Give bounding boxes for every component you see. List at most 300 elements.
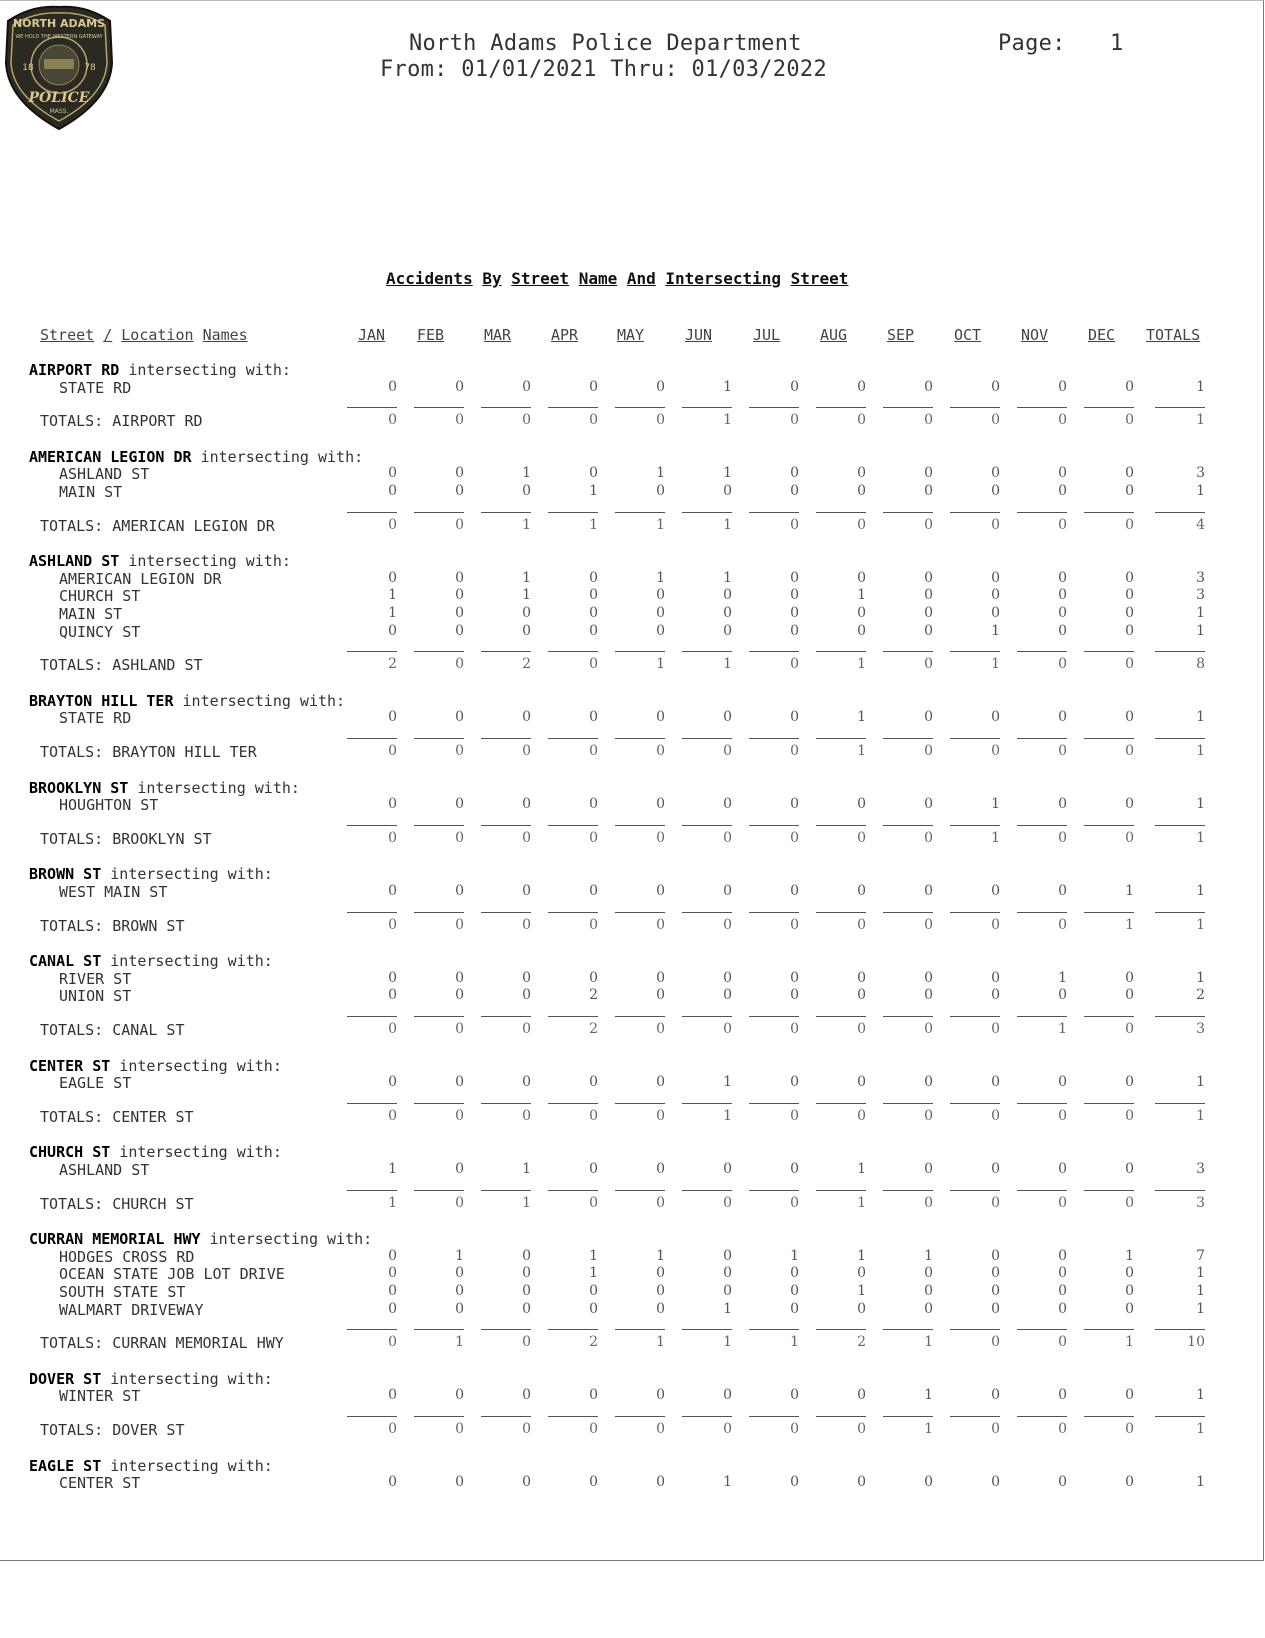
total-rule — [548, 407, 598, 408]
total-rule — [1084, 912, 1134, 913]
total-rule — [950, 512, 1000, 513]
column-header-sep: SEP — [887, 326, 915, 344]
total-rule — [414, 738, 464, 739]
total-rule — [1155, 1016, 1205, 1017]
cell-dec: 0 — [1125, 1300, 1134, 1317]
street-header-word: / — [103, 326, 113, 344]
total-rule — [548, 512, 598, 513]
page-number: 1 — [1110, 31, 1124, 56]
cell-jan: 0 — [388, 1074, 397, 1091]
total-jan: 0 — [388, 829, 397, 846]
cell-may: 0 — [656, 796, 665, 813]
cell-jul: 0 — [790, 1283, 799, 1299]
total-jun: 1 — [723, 1334, 732, 1351]
cell-dec: 0 — [1125, 622, 1134, 639]
total-jan: 0 — [388, 916, 397, 933]
street-name: EAGLE ST — [29, 1456, 102, 1475]
total-rule — [682, 912, 732, 913]
cell-may: 0 — [656, 1474, 665, 1491]
cell-mar: 0 — [522, 969, 531, 986]
total-dec: 0 — [1125, 1107, 1134, 1124]
total-nov: 0 — [1058, 1421, 1067, 1437]
total-rule — [816, 1016, 866, 1017]
cell-jan: 0 — [388, 569, 397, 586]
total-rule — [615, 825, 665, 826]
total-rule — [816, 1416, 866, 1417]
cell-feb: 0 — [455, 709, 464, 726]
total-rule — [1017, 1329, 1067, 1330]
column-header-street — [40, 326, 248, 344]
total-rule — [816, 738, 866, 739]
total-dec: 0 — [1125, 656, 1134, 673]
cell-jul: 0 — [790, 1161, 799, 1177]
total-dec: 0 — [1125, 1421, 1134, 1437]
cell-sep: 0 — [924, 465, 933, 482]
cell-dec: 0 — [1125, 796, 1134, 813]
cell-jul: 0 — [790, 587, 799, 604]
total-rule — [347, 1103, 397, 1104]
cell-apr: 0 — [589, 1074, 598, 1091]
cell-apr: 0 — [589, 622, 598, 639]
total-rule — [749, 825, 799, 826]
total-nov: 0 — [1058, 1107, 1067, 1124]
total-rule — [883, 651, 933, 652]
total-rule — [749, 512, 799, 513]
street-name: BROOKLYN ST — [29, 778, 129, 797]
total-totals: 1 — [1196, 829, 1205, 846]
total-jun: 0 — [723, 1194, 732, 1211]
cell-sep: 1 — [924, 1247, 933, 1264]
cell-sep: 0 — [924, 796, 933, 813]
cell-feb: 0 — [455, 1387, 464, 1404]
total-nov: 1 — [1058, 1021, 1067, 1037]
total-rule — [883, 1416, 933, 1417]
cell-jun: 0 — [723, 483, 732, 499]
cell-totals: 3 — [1196, 1161, 1205, 1177]
cell-sep: 0 — [924, 1074, 933, 1091]
intersection-name: WALMART DRIVEWAY — [59, 1300, 204, 1319]
cell-jun: 0 — [723, 1265, 732, 1282]
cell-dec: 0 — [1125, 987, 1134, 1004]
intersection-name: HODGES CROSS RD — [59, 1247, 195, 1266]
cell-may: 0 — [656, 1300, 665, 1317]
cell-dec: 0 — [1125, 1283, 1134, 1299]
total-jan: 2 — [388, 656, 397, 673]
intersection-name: QUINCY ST — [59, 622, 141, 641]
cell-nov: 0 — [1058, 1265, 1067, 1282]
cell-mar: 0 — [522, 709, 531, 726]
total-rule — [414, 1329, 464, 1330]
cell-apr: 2 — [589, 987, 598, 1004]
total-mar: 2 — [522, 656, 531, 673]
total-aug: 2 — [857, 1334, 866, 1351]
cell-jun: 0 — [723, 796, 732, 813]
total-rule — [414, 1103, 464, 1104]
totals-label: TOTALS: BROOKLYN ST — [40, 829, 212, 848]
cell-aug: 0 — [857, 1387, 866, 1404]
total-rule — [548, 1416, 598, 1417]
total-sep: 0 — [924, 1021, 933, 1037]
total-feb: 0 — [455, 916, 464, 933]
total-rule — [481, 912, 531, 913]
total-feb: 0 — [455, 829, 464, 846]
column-header-jan: JAN — [358, 326, 386, 344]
cell-jul: 0 — [790, 1474, 799, 1491]
total-jul: 0 — [790, 412, 799, 429]
total-rule — [347, 1016, 397, 1017]
total-rule — [481, 825, 531, 826]
cell-apr: 1 — [589, 1265, 598, 1282]
cell-dec: 0 — [1125, 465, 1134, 482]
total-rule — [816, 1103, 866, 1104]
total-rule — [883, 1190, 933, 1191]
cell-mar: 0 — [522, 1387, 531, 1404]
cell-may: 0 — [656, 987, 665, 1004]
total-sep: 0 — [924, 916, 933, 933]
total-may: 0 — [656, 412, 665, 429]
total-rule — [950, 1103, 1000, 1104]
cell-sep: 0 — [924, 1161, 933, 1177]
column-header-oct: OCT — [954, 326, 982, 344]
total-rule — [1084, 1416, 1134, 1417]
total-rule — [481, 512, 531, 513]
total-rule — [548, 1103, 598, 1104]
cell-nov: 1 — [1058, 969, 1067, 986]
street-group-header: DOVER ST intersecting with: — [29, 1369, 273, 1388]
column-header-jul: JUL — [753, 326, 781, 344]
total-rule — [481, 1103, 531, 1104]
cell-jul: 0 — [790, 1300, 799, 1317]
cell-jun: 0 — [723, 1283, 732, 1299]
total-apr: 1 — [589, 516, 598, 533]
cell-aug: 0 — [857, 378, 866, 395]
total-rule — [816, 1329, 866, 1330]
street-group-header: BROWN ST intersecting with: — [29, 865, 273, 884]
street-name: CANAL ST — [29, 952, 102, 971]
logo-text-mass: MASS. — [49, 108, 69, 115]
intersection-name: ASHLAND ST — [59, 465, 150, 484]
total-rule — [950, 651, 1000, 652]
cell-mar: 0 — [522, 605, 531, 621]
cell-oct: 1 — [991, 622, 1000, 639]
cell-oct: 0 — [991, 969, 1000, 986]
total-may: 1 — [656, 656, 665, 673]
cell-aug: 0 — [857, 605, 866, 621]
total-totals: 1 — [1196, 916, 1205, 933]
total-rule — [347, 1329, 397, 1330]
cell-mar: 1 — [522, 587, 531, 604]
total-rule — [883, 1016, 933, 1017]
cell-mar: 0 — [522, 1265, 531, 1282]
total-may: 0 — [656, 916, 665, 933]
cell-oct: 0 — [991, 709, 1000, 726]
total-rule — [682, 1416, 732, 1417]
street-name: BROWN ST — [29, 865, 102, 884]
total-jul: 0 — [790, 1421, 799, 1437]
total-dec: 0 — [1125, 1021, 1134, 1037]
cell-oct: 0 — [991, 1074, 1000, 1091]
cell-jan: 0 — [388, 1283, 397, 1299]
total-rule — [548, 1016, 598, 1017]
total-rule — [950, 1416, 1000, 1417]
total-mar: 0 — [522, 1107, 531, 1124]
report-title-word: Street — [511, 269, 570, 288]
report-title-word: Name — [578, 269, 618, 288]
cell-oct: 1 — [991, 796, 1000, 813]
total-rule — [481, 651, 531, 652]
cell-jan: 0 — [388, 1300, 397, 1317]
total-totals: 1 — [1196, 1421, 1205, 1437]
total-mar: 0 — [522, 829, 531, 846]
cell-aug: 1 — [857, 709, 866, 726]
cell-nov: 0 — [1058, 605, 1067, 621]
total-rule — [950, 1016, 1000, 1017]
cell-jan: 0 — [388, 465, 397, 482]
cell-sep: 0 — [924, 569, 933, 586]
total-oct: 1 — [991, 829, 1000, 846]
total-feb: 0 — [455, 1194, 464, 1211]
cell-may: 0 — [656, 1283, 665, 1299]
cell-jan: 1 — [388, 1161, 397, 1177]
total-may: 0 — [656, 1107, 665, 1124]
total-jan: 1 — [388, 1194, 397, 1211]
total-rule — [481, 1329, 531, 1330]
street-group-header: BRAYTON HILL TER intersecting with: — [29, 691, 346, 710]
cell-apr: 0 — [589, 1283, 598, 1299]
cell-nov: 0 — [1058, 587, 1067, 604]
total-nov: 0 — [1058, 1334, 1067, 1351]
street-group-header: CHURCH ST intersecting with: — [29, 1143, 282, 1162]
total-rule — [682, 738, 732, 739]
cell-apr: 0 — [589, 1474, 598, 1491]
total-rule — [883, 1329, 933, 1330]
cell-mar: 0 — [522, 883, 531, 899]
total-rule — [816, 651, 866, 652]
total-rule — [1155, 1329, 1205, 1330]
cell-totals: 1 — [1196, 883, 1205, 899]
cell-dec: 0 — [1125, 378, 1134, 395]
total-aug: 0 — [857, 516, 866, 533]
total-rule — [1017, 512, 1067, 513]
total-feb: 0 — [455, 1021, 464, 1037]
cell-feb: 0 — [455, 969, 464, 986]
report-title-word: Street — [790, 269, 849, 288]
cell-sep: 0 — [924, 1474, 933, 1491]
total-may: 0 — [656, 1421, 665, 1437]
cell-nov: 0 — [1058, 883, 1067, 899]
cell-jun: 1 — [723, 465, 732, 482]
cell-jul: 0 — [790, 465, 799, 482]
cell-may: 0 — [656, 483, 665, 499]
report-title-word: And — [626, 269, 656, 288]
cell-oct: 0 — [991, 1247, 1000, 1264]
cell-mar: 0 — [522, 622, 531, 639]
cell-apr: 0 — [589, 1387, 598, 1404]
cell-totals: 1 — [1196, 1074, 1205, 1091]
cell-mar: 0 — [522, 378, 531, 395]
cell-may: 1 — [656, 465, 665, 482]
street-name: BRAYTON HILL TER — [29, 691, 174, 710]
cell-jun: 1 — [723, 569, 732, 586]
cell-oct: 0 — [991, 1474, 1000, 1491]
total-rule — [1155, 1190, 1205, 1191]
cell-aug: 0 — [857, 569, 866, 586]
total-rule — [1155, 407, 1205, 408]
total-rule — [816, 407, 866, 408]
logo-text-18: 18 — [22, 63, 34, 73]
total-jul: 0 — [790, 516, 799, 533]
cell-jul: 0 — [790, 378, 799, 395]
total-dec: 1 — [1125, 1334, 1134, 1351]
cell-mar: 1 — [522, 1161, 531, 1177]
total-may: 0 — [656, 829, 665, 846]
page-label: Page: — [998, 31, 1066, 56]
cell-oct: 0 — [991, 605, 1000, 621]
cell-totals: 3 — [1196, 587, 1205, 604]
totals-label: TOTALS: CENTER ST — [40, 1107, 194, 1126]
total-rule — [1017, 1190, 1067, 1191]
total-rule — [414, 1016, 464, 1017]
cell-totals: 7 — [1196, 1247, 1205, 1264]
cell-jul: 0 — [790, 796, 799, 813]
total-totals: 8 — [1196, 656, 1205, 673]
intersection-name: MAIN ST — [59, 483, 123, 501]
cell-jul: 0 — [790, 883, 799, 899]
cell-totals: 1 — [1196, 622, 1205, 639]
cell-dec: 1 — [1125, 883, 1134, 899]
total-apr: 0 — [589, 412, 598, 429]
cell-jan: 0 — [388, 796, 397, 813]
total-nov: 0 — [1058, 412, 1067, 429]
cell-jul: 0 — [790, 569, 799, 586]
total-rule — [682, 1103, 732, 1104]
total-rule — [414, 1190, 464, 1191]
cell-dec: 0 — [1125, 1074, 1134, 1091]
cell-may: 0 — [656, 622, 665, 639]
cell-may: 0 — [656, 1074, 665, 1091]
total-nov: 0 — [1058, 916, 1067, 933]
column-header-dec: DEC — [1088, 326, 1116, 344]
column-header-aug: AUG — [820, 326, 848, 344]
total-rule — [347, 738, 397, 739]
cell-jun: 0 — [723, 1387, 732, 1404]
cell-oct: 0 — [991, 465, 1000, 482]
cell-nov: 0 — [1058, 1283, 1067, 1299]
total-apr: 0 — [589, 656, 598, 673]
cell-apr: 0 — [589, 796, 598, 813]
totals-label: TOTALS: CANAL ST — [40, 1021, 185, 1039]
total-jun: 0 — [723, 916, 732, 933]
street-group-header: AIRPORT RD intersecting with: — [29, 361, 291, 379]
column-header-may: MAY — [617, 326, 645, 344]
cell-jun: 0 — [723, 1161, 732, 1177]
cell-jul: 0 — [790, 987, 799, 1004]
total-jun: 1 — [723, 412, 732, 429]
cell-aug: 1 — [857, 1161, 866, 1177]
cell-jan: 0 — [388, 1247, 397, 1264]
cell-feb: 1 — [455, 1247, 464, 1264]
cell-nov: 0 — [1058, 1161, 1067, 1177]
total-dec: 0 — [1125, 412, 1134, 429]
cell-aug: 0 — [857, 796, 866, 813]
cell-mar: 0 — [522, 1283, 531, 1299]
total-rule — [682, 512, 732, 513]
total-rule — [883, 512, 933, 513]
cell-jan: 0 — [388, 709, 397, 726]
cell-apr: 0 — [589, 587, 598, 604]
total-rule — [1084, 1103, 1134, 1104]
total-rule — [548, 1190, 598, 1191]
total-rule — [1155, 651, 1205, 652]
cell-mar: 0 — [522, 796, 531, 813]
total-mar: 0 — [522, 412, 531, 429]
total-rule — [682, 651, 732, 652]
total-rule — [816, 1190, 866, 1191]
intersection-name: OCEAN STATE JOB LOT DRIVE — [59, 1265, 285, 1284]
total-rule — [950, 912, 1000, 913]
total-apr: 0 — [589, 1107, 598, 1124]
total-oct: 0 — [991, 743, 1000, 759]
cell-nov: 0 — [1058, 709, 1067, 726]
totals-label: TOTALS: DOVER ST — [40, 1421, 185, 1439]
total-rule — [481, 1016, 531, 1017]
report-title-word: Intersecting — [665, 269, 781, 288]
total-jun: 1 — [723, 516, 732, 533]
street-group-header: BROOKLYN ST intersecting with: — [29, 778, 300, 797]
total-rule — [1084, 407, 1134, 408]
total-jun: 1 — [723, 1107, 732, 1124]
total-aug: 0 — [857, 1421, 866, 1437]
cell-feb: 0 — [455, 1300, 464, 1317]
column-header-mar: MAR — [484, 326, 512, 344]
cell-sep: 0 — [924, 622, 933, 639]
street-group-header: EAGLE ST intersecting with: — [29, 1456, 273, 1475]
cell-jan: 0 — [388, 378, 397, 395]
total-rule — [749, 651, 799, 652]
cell-dec: 0 — [1125, 709, 1134, 726]
cell-jan: 0 — [388, 622, 397, 639]
cell-aug: 0 — [857, 1300, 866, 1317]
cell-nov: 0 — [1058, 483, 1067, 499]
total-totals: 1 — [1196, 412, 1205, 429]
total-oct: 0 — [991, 516, 1000, 533]
cell-mar: 0 — [522, 1074, 531, 1091]
total-rule — [1017, 825, 1067, 826]
cell-aug: 0 — [857, 1074, 866, 1091]
total-jun: 0 — [723, 1021, 732, 1037]
intersection-name: UNION ST — [59, 987, 132, 1006]
total-rule — [883, 912, 933, 913]
cell-totals: 3 — [1196, 569, 1205, 586]
cell-may: 0 — [656, 969, 665, 986]
total-apr: 0 — [589, 1421, 598, 1437]
cell-dec: 1 — [1125, 1247, 1134, 1264]
total-apr: 0 — [589, 743, 598, 759]
total-rule — [1017, 912, 1067, 913]
cell-nov: 0 — [1058, 1300, 1067, 1317]
cell-jul: 0 — [790, 709, 799, 726]
cell-aug: 0 — [857, 622, 866, 639]
cell-dec: 0 — [1125, 587, 1134, 604]
street-name: CENTER ST — [29, 1056, 111, 1075]
total-feb: 0 — [455, 743, 464, 759]
cell-apr: 0 — [589, 605, 598, 621]
cell-jan: 1 — [388, 605, 397, 621]
intersection-name: CENTER ST — [59, 1474, 141, 1493]
total-mar: 0 — [522, 916, 531, 933]
total-rule — [1017, 738, 1067, 739]
total-oct: 0 — [991, 1021, 1000, 1037]
